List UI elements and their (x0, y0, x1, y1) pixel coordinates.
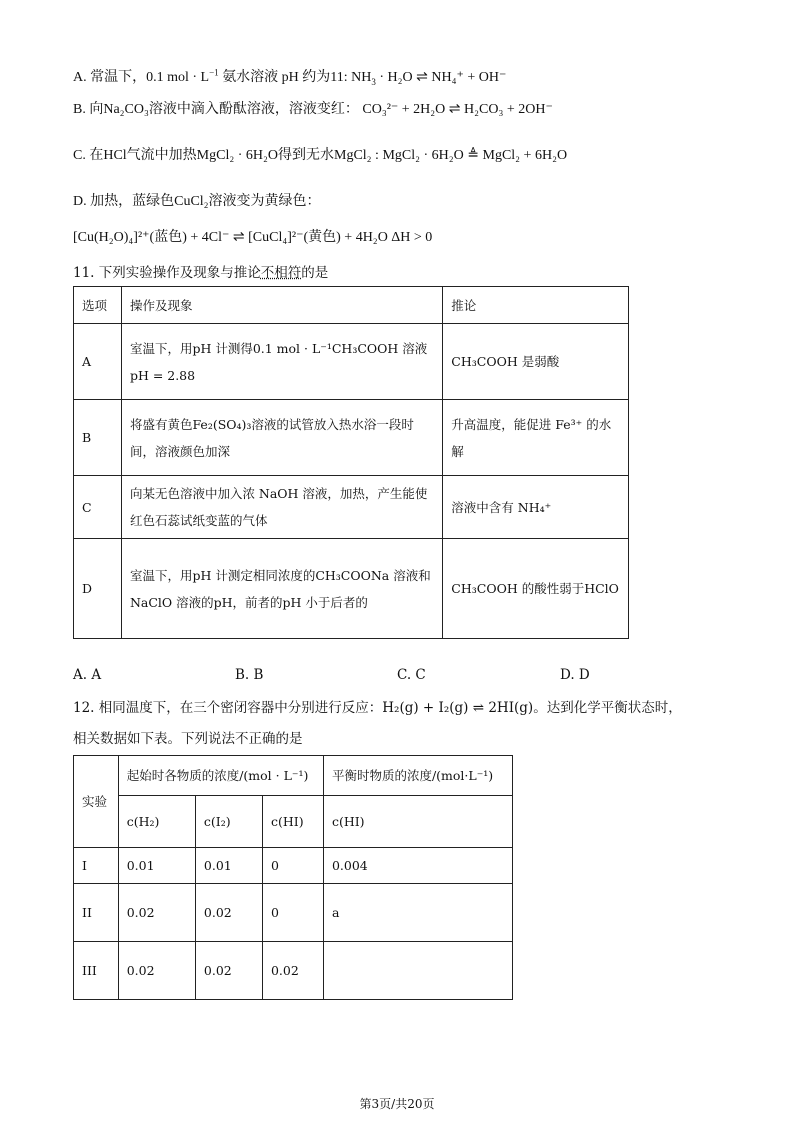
q12-hi: 0.02 (262, 942, 323, 1000)
q12-hi: 0 (262, 848, 323, 884)
q12-h2: 0.02 (118, 884, 195, 942)
q11-row-inference: 溶液中含有 NH₄⁺ (443, 476, 629, 539)
q12-exp: I (74, 848, 119, 884)
q12-subheader-i2: c(I₂) (195, 796, 262, 848)
q12-i2: 0.02 (195, 942, 262, 1000)
q11-stem-emphasis: 不相符 (260, 265, 302, 281)
q12-subheader-row (74, 796, 513, 848)
q12-hi-eq: a (323, 884, 512, 942)
q12-exp: III (74, 942, 119, 1000)
q11-row-option: D (74, 539, 122, 639)
q11-answer-d: D. D (560, 667, 590, 683)
q11-header-option: 选项 (74, 287, 122, 324)
q10-c-equation: MgCl₂ · 6H₂O ≜ MgCl₂ + 6H₂O (382, 148, 568, 163)
q11-row-option: C (74, 476, 122, 539)
q12-h2: 0.02 (118, 942, 195, 1000)
table-row (74, 400, 629, 476)
q11-table (73, 286, 629, 639)
table-row (74, 476, 629, 539)
q10-option-d (73, 190, 321, 210)
q12-subheader-hi-eq: c(HI) (323, 796, 512, 848)
q12-header-experiment: 实验 (74, 756, 119, 848)
q12-header-start: 起始时各物质的浓度/(mol · L⁻¹) (118, 756, 323, 796)
q10-a-equation: · H₂O ⇌ NH₄⁺ + OH⁻ (379, 70, 507, 85)
q10-d-prefix: D. 加热，蓝绿色CuCl₂溶液变为黄绿色： (73, 194, 321, 209)
q11-row-option: B (74, 400, 122, 476)
q11-row-operation: 将盛有黄色Fe₂(SO₄)₃溶液的试管放入热水浴一段时间，溶液颜色加深 (121, 400, 442, 476)
q10-option-c (73, 144, 567, 164)
q10-b-prefix: B. 向Na₂CO₃溶液中滴入酚酞溶液，溶液变红： (73, 102, 359, 117)
q12-hi-eq: 0.004 (323, 848, 512, 884)
q12-exp: II (74, 884, 119, 942)
q11-row-inference: 升高温度，能促进 Fe³⁺ 的水解 (443, 400, 629, 476)
q11-stem (73, 261, 328, 281)
q12-i2: 0.02 (195, 884, 262, 942)
q11-table-header (74, 287, 629, 324)
table-row (74, 848, 513, 884)
q11-row-operation: 室温下，用pH 计测得0.1 mol · L⁻¹CH₃COOH 溶液pH = 2.88 (121, 324, 442, 400)
q12-stem-line2: 相关数据如下表。下列说法不正确的是 (73, 731, 303, 747)
q11-stem-part-a: 11. 下列实验操作及现象与推论 (73, 265, 261, 281)
q12-i2: 0.01 (195, 848, 262, 884)
q10-d-equation: [Cu(H₂O)₄]²⁺(蓝色) + 4Cl⁻ ⇌ [CuCl₄]²⁻(黄色) + 4H₂O ΔH > 0 (73, 230, 433, 245)
q10-option-b (73, 98, 553, 118)
q11-header-operation: 操作及现象 (121, 287, 442, 324)
q11-answer-a: A. A (73, 667, 102, 683)
q10-a-mid: 氨水溶液 pH 约为11: NH (218, 70, 372, 85)
q11-row-inference: CH₃COOH 的酸性弱于HClO (443, 539, 629, 639)
q12-hi-eq (323, 942, 512, 1000)
q12-header-equilibrium: 平衡时物质的浓度/(mol·L⁻¹) (323, 756, 512, 796)
table-row (74, 324, 629, 400)
page-footer: 第3页/共20页 (359, 1097, 435, 1111)
q12-h2: 0.01 (118, 848, 195, 884)
table-row (74, 539, 629, 639)
q12-subheader-hi: c(HI) (262, 796, 323, 848)
q10-option-a: A. 常温下，0.1 mol · $L^{-1}$ 氨水溶液 pH 约为11: $NH_3 \cdot H_2O$ ⇌ NH₄⁺ + OH⁻ (73, 67, 507, 87)
q11-row-operation: 向某无色溶液中加入浓 NaOH 溶液，加热，产生能使红色石蕊试纸变蓝的气体 (121, 476, 442, 539)
q10-option-d-equation (73, 226, 432, 246)
q12-hi: 0 (262, 884, 323, 942)
q12-stem-line1: 12. 相同温度下，在三个密闭容器中分别进行反应：H₂(g) + I₂(g) ⇌ 2HI(g)。达到化学平衡状态时， (73, 700, 682, 716)
table-row (74, 884, 513, 942)
q11-row-option: A (74, 324, 122, 400)
q11-header-inference: 推论 (443, 287, 629, 324)
q11-row-inference: CH₃COOH 是弱酸 (443, 324, 629, 400)
q11-answer-c: C. C (397, 667, 426, 683)
q10-a-prefix: A. 常温下，0.1 mol · L (73, 70, 210, 85)
q11-row-operation: 室温下，用pH 计测定相同浓度的CH₃COONa 溶液和NaClO 溶液的pH，前者的pH 小于后者的 (121, 539, 442, 639)
table-row (74, 942, 513, 1000)
q11-answer-b: B. B (235, 667, 264, 683)
q10-b-equation: CO₃²⁻ + 2H₂O ⇌ H₂CO₃ + 2OH⁻ (362, 102, 553, 117)
q11-stem-part-c: 的是 (301, 265, 329, 281)
q10-c-prefix: C. 在HCl气流中加热MgCl₂ · 6H₂O得到无水MgCl₂ : (73, 148, 379, 163)
q12-subheader-h2: c(H₂) (118, 796, 195, 848)
q12-table (73, 755, 513, 1000)
q12-header-row (74, 756, 513, 796)
q10-a-sup: −1 (209, 67, 219, 78)
